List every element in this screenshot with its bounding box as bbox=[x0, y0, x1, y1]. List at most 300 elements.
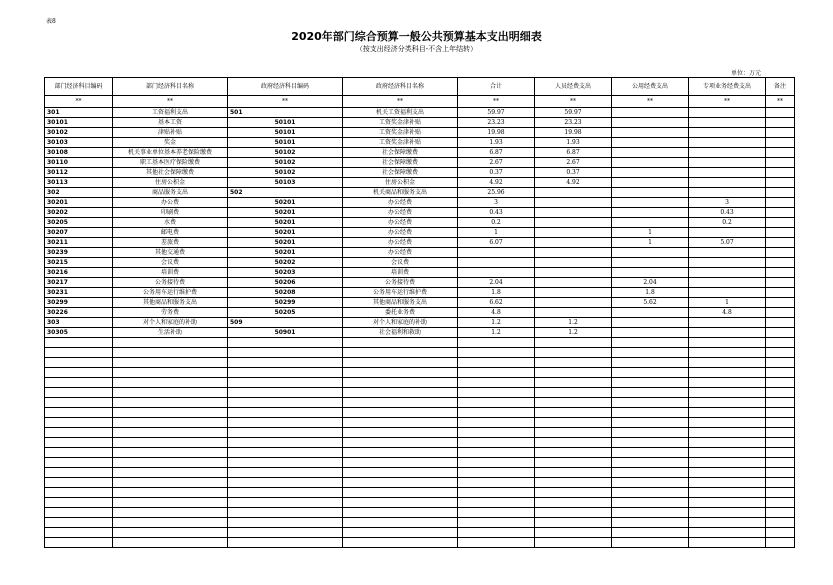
gov-name-cell: 工资奖金津补贴 bbox=[343, 128, 458, 138]
empty-cell bbox=[458, 388, 535, 398]
empty-cell bbox=[535, 428, 612, 438]
public-cell bbox=[612, 218, 689, 228]
personnel-cell: 1.2 bbox=[535, 328, 612, 338]
dept-name-cell: 水费 bbox=[113, 218, 228, 228]
empty-cell bbox=[45, 358, 113, 368]
personnel-cell bbox=[535, 218, 612, 228]
empty-cell bbox=[766, 418, 795, 428]
empty-cell bbox=[535, 348, 612, 358]
empty-cell bbox=[766, 408, 795, 418]
col-header-gov-name: 政府经济科目名称 bbox=[343, 78, 458, 96]
empty-cell bbox=[45, 488, 113, 498]
note-cell bbox=[766, 308, 795, 318]
empty-row bbox=[45, 398, 795, 408]
empty-cell bbox=[458, 508, 535, 518]
total-cell: 1.93 bbox=[458, 138, 535, 148]
table-row bbox=[45, 118, 795, 128]
col-header-total: 合计 bbox=[458, 78, 535, 96]
empty-cell bbox=[228, 498, 343, 508]
personnel-cell bbox=[535, 188, 612, 198]
stars-cell: ** bbox=[343, 96, 458, 108]
table-row bbox=[45, 108, 795, 118]
stars-cell: ** bbox=[228, 96, 343, 108]
page-title: 2020年部门综合预算一般公共预算基本支出明细表 bbox=[291, 30, 542, 43]
note-cell bbox=[766, 158, 795, 168]
empty-cell bbox=[45, 528, 113, 538]
empty-cell bbox=[612, 368, 689, 378]
dept-code-cell: 303 bbox=[45, 318, 113, 328]
total-cell bbox=[458, 258, 535, 268]
empty-cell bbox=[766, 338, 795, 348]
stars-cell: ** bbox=[458, 96, 535, 108]
empty-cell bbox=[766, 358, 795, 368]
gov-name-cell: 培训费 bbox=[343, 268, 458, 278]
empty-cell bbox=[113, 448, 228, 458]
empty-cell bbox=[689, 388, 766, 398]
gov-name-cell: 住房公积金 bbox=[343, 178, 458, 188]
empty-row bbox=[45, 468, 795, 478]
empty-cell bbox=[45, 388, 113, 398]
total-cell: 0.37 bbox=[458, 168, 535, 178]
empty-cell bbox=[612, 448, 689, 458]
empty-cell bbox=[228, 348, 343, 358]
gov-code-cell: 50101 bbox=[228, 128, 343, 138]
dept-name-cell: 印刷费 bbox=[113, 208, 228, 218]
table-row bbox=[45, 158, 795, 168]
note-cell bbox=[766, 258, 795, 268]
total-cell: 3 bbox=[458, 198, 535, 208]
empty-cell bbox=[689, 468, 766, 478]
empty-cell bbox=[343, 478, 458, 488]
dept-code-cell: 30108 bbox=[45, 148, 113, 158]
empty-cell bbox=[458, 448, 535, 458]
empty-row bbox=[45, 348, 795, 358]
empty-cell bbox=[45, 498, 113, 508]
special-cell: 4.8 bbox=[689, 308, 766, 318]
note-cell bbox=[766, 108, 795, 118]
special-cell bbox=[689, 248, 766, 258]
personnel-cell bbox=[535, 248, 612, 258]
empty-cell bbox=[612, 398, 689, 408]
dept-code-cell: 30112 bbox=[45, 168, 113, 178]
empty-cell bbox=[766, 348, 795, 358]
empty-cell bbox=[113, 368, 228, 378]
empty-cell bbox=[458, 478, 535, 488]
personnel-cell: 59.97 bbox=[535, 108, 612, 118]
empty-cell bbox=[228, 378, 343, 388]
dept-name-cell: 其他商品和服务支出 bbox=[113, 298, 228, 308]
table-row bbox=[45, 218, 795, 228]
special-cell: 0.43 bbox=[689, 208, 766, 218]
public-cell bbox=[612, 138, 689, 148]
total-cell: 19.98 bbox=[458, 128, 535, 138]
empty-cell bbox=[343, 498, 458, 508]
public-cell bbox=[612, 268, 689, 278]
special-cell bbox=[689, 168, 766, 178]
gov-code-cell: 50208 bbox=[228, 288, 343, 298]
gov-code-cell: 50202 bbox=[228, 258, 343, 268]
special-cell bbox=[689, 158, 766, 168]
empty-cell bbox=[228, 408, 343, 418]
empty-cell bbox=[458, 528, 535, 538]
public-cell bbox=[612, 118, 689, 128]
dept-name-cell: 公务接待费 bbox=[113, 278, 228, 288]
special-cell: 3 bbox=[689, 198, 766, 208]
stars-cell: ** bbox=[45, 96, 113, 108]
empty-cell bbox=[45, 508, 113, 518]
total-cell: 2.67 bbox=[458, 158, 535, 168]
dept-code-cell: 30239 bbox=[45, 248, 113, 258]
gov-name-cell: 办公经费 bbox=[343, 198, 458, 208]
gov-code-cell: 50201 bbox=[228, 218, 343, 228]
empty-cell bbox=[228, 368, 343, 378]
dept-name-cell: 其他社会保障缴费 bbox=[113, 168, 228, 178]
gov-code-cell: 50206 bbox=[228, 278, 343, 288]
col-header-personnel: 人员经费支出 bbox=[535, 78, 612, 96]
empty-cell bbox=[458, 468, 535, 478]
note-cell bbox=[766, 328, 795, 338]
gov-name-cell: 委托业务费 bbox=[343, 308, 458, 318]
total-cell: 1.8 bbox=[458, 288, 535, 298]
table-row bbox=[45, 208, 795, 218]
empty-cell bbox=[612, 408, 689, 418]
table-row bbox=[45, 148, 795, 158]
empty-cell bbox=[689, 428, 766, 438]
empty-cell bbox=[45, 458, 113, 468]
gov-code-cell: 50101 bbox=[228, 138, 343, 148]
public-cell bbox=[612, 248, 689, 258]
empty-cell bbox=[766, 518, 795, 528]
personnel-cell bbox=[535, 258, 612, 268]
empty-cell bbox=[343, 458, 458, 468]
empty-cell bbox=[612, 458, 689, 468]
empty-cell bbox=[535, 528, 612, 538]
personnel-cell: 0.37 bbox=[535, 168, 612, 178]
empty-cell bbox=[535, 468, 612, 478]
special-cell bbox=[689, 318, 766, 328]
empty-cell bbox=[766, 428, 795, 438]
empty-cell bbox=[612, 528, 689, 538]
total-cell: 2.04 bbox=[458, 278, 535, 288]
empty-cell bbox=[343, 338, 458, 348]
note-cell bbox=[766, 178, 795, 188]
empty-cell bbox=[689, 458, 766, 468]
empty-cell bbox=[113, 538, 228, 548]
dept-name-cell: 生活补助 bbox=[113, 328, 228, 338]
personnel-cell bbox=[535, 208, 612, 218]
empty-cell bbox=[228, 438, 343, 448]
personnel-cell: 1.2 bbox=[535, 318, 612, 328]
dept-code-cell: 30205 bbox=[45, 218, 113, 228]
empty-cell bbox=[535, 508, 612, 518]
total-cell: 1.2 bbox=[458, 328, 535, 338]
stars-cell: ** bbox=[689, 96, 766, 108]
public-cell bbox=[612, 258, 689, 268]
empty-cell bbox=[535, 418, 612, 428]
empty-cell bbox=[228, 418, 343, 428]
special-cell bbox=[689, 188, 766, 198]
gov-code-cell: 50201 bbox=[228, 248, 343, 258]
empty-cell bbox=[535, 498, 612, 508]
total-cell: 25.96 bbox=[458, 188, 535, 198]
stars-cell: ** bbox=[612, 96, 689, 108]
total-cell: 4.8 bbox=[458, 308, 535, 318]
empty-cell bbox=[458, 518, 535, 528]
dept-name-cell: 工资福利支出 bbox=[113, 108, 228, 118]
note-cell bbox=[766, 298, 795, 308]
empty-row bbox=[45, 378, 795, 388]
public-cell bbox=[612, 128, 689, 138]
personnel-cell bbox=[535, 288, 612, 298]
note-cell bbox=[766, 218, 795, 228]
total-cell: 0.43 bbox=[458, 208, 535, 218]
special-cell bbox=[689, 258, 766, 268]
gov-name-cell: 其他商品和服务支出 bbox=[343, 298, 458, 308]
empty-cell bbox=[113, 438, 228, 448]
empty-cell bbox=[343, 528, 458, 538]
gov-code-cell: 502 bbox=[228, 188, 343, 198]
unit-label: 单位：万元 bbox=[730, 70, 761, 77]
stars-cell: ** bbox=[535, 96, 612, 108]
special-cell bbox=[689, 278, 766, 288]
gov-name-cell: 会议费 bbox=[343, 258, 458, 268]
total-cell bbox=[458, 268, 535, 278]
budget-detail-table bbox=[44, 77, 795, 548]
empty-cell bbox=[766, 538, 795, 548]
empty-cell bbox=[612, 428, 689, 438]
note-cell bbox=[766, 238, 795, 248]
empty-cell bbox=[45, 348, 113, 358]
gov-name-cell: 工资奖金津补贴 bbox=[343, 118, 458, 128]
empty-cell bbox=[343, 368, 458, 378]
note-cell bbox=[766, 248, 795, 258]
empty-cell bbox=[228, 488, 343, 498]
table-row bbox=[45, 308, 795, 318]
dept-name-cell: 基本工资 bbox=[113, 118, 228, 128]
empty-cell bbox=[766, 458, 795, 468]
total-cell bbox=[458, 248, 535, 258]
empty-cell bbox=[535, 458, 612, 468]
personnel-cell bbox=[535, 298, 612, 308]
empty-cell bbox=[535, 338, 612, 348]
note-cell bbox=[766, 118, 795, 128]
personnel-cell bbox=[535, 238, 612, 248]
empty-cell bbox=[458, 348, 535, 358]
empty-row bbox=[45, 518, 795, 528]
note-cell bbox=[766, 288, 795, 298]
public-cell: 1.8 bbox=[612, 288, 689, 298]
empty-cell bbox=[612, 378, 689, 388]
empty-cell bbox=[45, 438, 113, 448]
empty-cell bbox=[535, 398, 612, 408]
empty-cell bbox=[535, 478, 612, 488]
total-cell: 1 bbox=[458, 228, 535, 238]
public-cell bbox=[612, 208, 689, 218]
public-cell: 1 bbox=[612, 238, 689, 248]
gov-code-cell: 50299 bbox=[228, 298, 343, 308]
empty-cell bbox=[766, 398, 795, 408]
gov-name-cell: 社会保障缴费 bbox=[343, 168, 458, 178]
empty-row bbox=[45, 428, 795, 438]
dept-code-cell: 30201 bbox=[45, 198, 113, 208]
dept-code-cell: 30299 bbox=[45, 298, 113, 308]
gov-code-cell: 50103 bbox=[228, 178, 343, 188]
empty-cell bbox=[458, 538, 535, 548]
empty-row bbox=[45, 408, 795, 418]
public-cell bbox=[612, 328, 689, 338]
empty-cell bbox=[228, 388, 343, 398]
empty-cell bbox=[45, 378, 113, 388]
empty-cell bbox=[535, 388, 612, 398]
empty-cell bbox=[228, 478, 343, 488]
empty-cell bbox=[458, 428, 535, 438]
empty-cell bbox=[228, 508, 343, 518]
empty-cell bbox=[343, 408, 458, 418]
empty-cell bbox=[113, 428, 228, 438]
gov-name-cell: 办公经费 bbox=[343, 248, 458, 258]
personnel-cell: 6.87 bbox=[535, 148, 612, 158]
empty-row bbox=[45, 528, 795, 538]
gov-name-cell: 公务用车运行维护费 bbox=[343, 288, 458, 298]
empty-cell bbox=[228, 528, 343, 538]
special-cell bbox=[689, 328, 766, 338]
gov-code-cell: 50205 bbox=[228, 308, 343, 318]
empty-cell bbox=[113, 408, 228, 418]
empty-cell bbox=[113, 468, 228, 478]
empty-cell bbox=[45, 478, 113, 488]
dept-code-cell: 30226 bbox=[45, 308, 113, 318]
dept-name-cell: 劳务费 bbox=[113, 308, 228, 318]
table-row bbox=[45, 138, 795, 148]
gov-code-cell: 50201 bbox=[228, 228, 343, 238]
personnel-cell: 1.93 bbox=[535, 138, 612, 148]
personnel-cell: 2.67 bbox=[535, 158, 612, 168]
empty-cell bbox=[458, 378, 535, 388]
special-cell bbox=[689, 128, 766, 138]
note-cell bbox=[766, 318, 795, 328]
personnel-cell: 4.92 bbox=[535, 178, 612, 188]
personnel-cell bbox=[535, 228, 612, 238]
dept-code-cell: 30231 bbox=[45, 288, 113, 298]
empty-cell bbox=[612, 388, 689, 398]
empty-cell bbox=[113, 378, 228, 388]
empty-cell bbox=[45, 428, 113, 438]
note-cell bbox=[766, 278, 795, 288]
empty-cell bbox=[689, 408, 766, 418]
empty-cell bbox=[689, 368, 766, 378]
empty-cell bbox=[689, 488, 766, 498]
personnel-cell bbox=[535, 278, 612, 288]
special-cell: 5.07 bbox=[689, 238, 766, 248]
empty-row bbox=[45, 368, 795, 378]
empty-cell bbox=[689, 378, 766, 388]
gov-name-cell: 机关商品和服务支出 bbox=[343, 188, 458, 198]
empty-cell bbox=[458, 418, 535, 428]
gov-name-cell: 工资奖金津补贴 bbox=[343, 138, 458, 148]
empty-cell bbox=[612, 418, 689, 428]
empty-cell bbox=[458, 398, 535, 408]
empty-row bbox=[45, 358, 795, 368]
empty-cell bbox=[535, 448, 612, 458]
dept-name-cell: 津贴补贴 bbox=[113, 128, 228, 138]
special-cell: 1 bbox=[689, 298, 766, 308]
special-cell: 0.2 bbox=[689, 218, 766, 228]
empty-cell bbox=[612, 498, 689, 508]
table-row bbox=[45, 238, 795, 248]
gov-name-cell: 办公经费 bbox=[343, 218, 458, 228]
personnel-cell: 23.23 bbox=[535, 118, 612, 128]
gov-code-cell: 50201 bbox=[228, 238, 343, 248]
table-row bbox=[45, 128, 795, 138]
empty-cell bbox=[228, 398, 343, 408]
gov-code-cell: 50201 bbox=[228, 198, 343, 208]
personnel-cell: 19.98 bbox=[535, 128, 612, 138]
empty-cell bbox=[689, 448, 766, 458]
empty-row bbox=[45, 418, 795, 428]
gov-code-cell: 50102 bbox=[228, 168, 343, 178]
col-header-note: 备注 bbox=[766, 78, 795, 96]
special-cell bbox=[689, 108, 766, 118]
empty-cell bbox=[343, 378, 458, 388]
gov-code-cell: 50901 bbox=[228, 328, 343, 338]
dept-code-cell: 30211 bbox=[45, 238, 113, 248]
special-cell bbox=[689, 138, 766, 148]
empty-row bbox=[45, 478, 795, 488]
empty-cell bbox=[535, 538, 612, 548]
col-header-dept-name: 部门经济科目名称 bbox=[113, 78, 228, 96]
empty-row bbox=[45, 498, 795, 508]
empty-cell bbox=[689, 518, 766, 528]
empty-cell bbox=[228, 538, 343, 548]
special-cell bbox=[689, 268, 766, 278]
empty-row bbox=[45, 438, 795, 448]
gov-code-cell: 50101 bbox=[228, 118, 343, 128]
empty-cell bbox=[228, 518, 343, 528]
note-cell bbox=[766, 148, 795, 158]
empty-cell bbox=[113, 398, 228, 408]
dept-code-cell: 30215 bbox=[45, 258, 113, 268]
gov-name-cell: 社会保障缴费 bbox=[343, 158, 458, 168]
placeholder-row bbox=[45, 96, 795, 108]
empty-cell bbox=[343, 538, 458, 548]
total-cell: 6.07 bbox=[458, 238, 535, 248]
empty-cell bbox=[766, 498, 795, 508]
gov-name-cell: 社会福利和救助 bbox=[343, 328, 458, 338]
dept-name-cell: 对个人和家庭的补助 bbox=[113, 318, 228, 328]
empty-cell bbox=[689, 358, 766, 368]
dept-code-cell: 30102 bbox=[45, 128, 113, 138]
empty-cell bbox=[343, 428, 458, 438]
empty-cell bbox=[343, 468, 458, 478]
col-header-public: 公用经费支出 bbox=[612, 78, 689, 96]
gov-name-cell: 办公经费 bbox=[343, 228, 458, 238]
table-row bbox=[45, 188, 795, 198]
empty-cell bbox=[612, 338, 689, 348]
gov-code-cell: 50102 bbox=[228, 158, 343, 168]
empty-cell bbox=[766, 478, 795, 488]
empty-cell bbox=[689, 498, 766, 508]
dept-code-cell: 30305 bbox=[45, 328, 113, 338]
empty-cell bbox=[612, 538, 689, 548]
empty-cell bbox=[689, 538, 766, 548]
empty-cell bbox=[343, 348, 458, 358]
dept-name-cell: 会议费 bbox=[113, 258, 228, 268]
gov-code-cell: 509 bbox=[228, 318, 343, 328]
empty-cell bbox=[113, 418, 228, 428]
personnel-cell bbox=[535, 198, 612, 208]
public-cell: 1 bbox=[612, 228, 689, 238]
table-row bbox=[45, 248, 795, 258]
